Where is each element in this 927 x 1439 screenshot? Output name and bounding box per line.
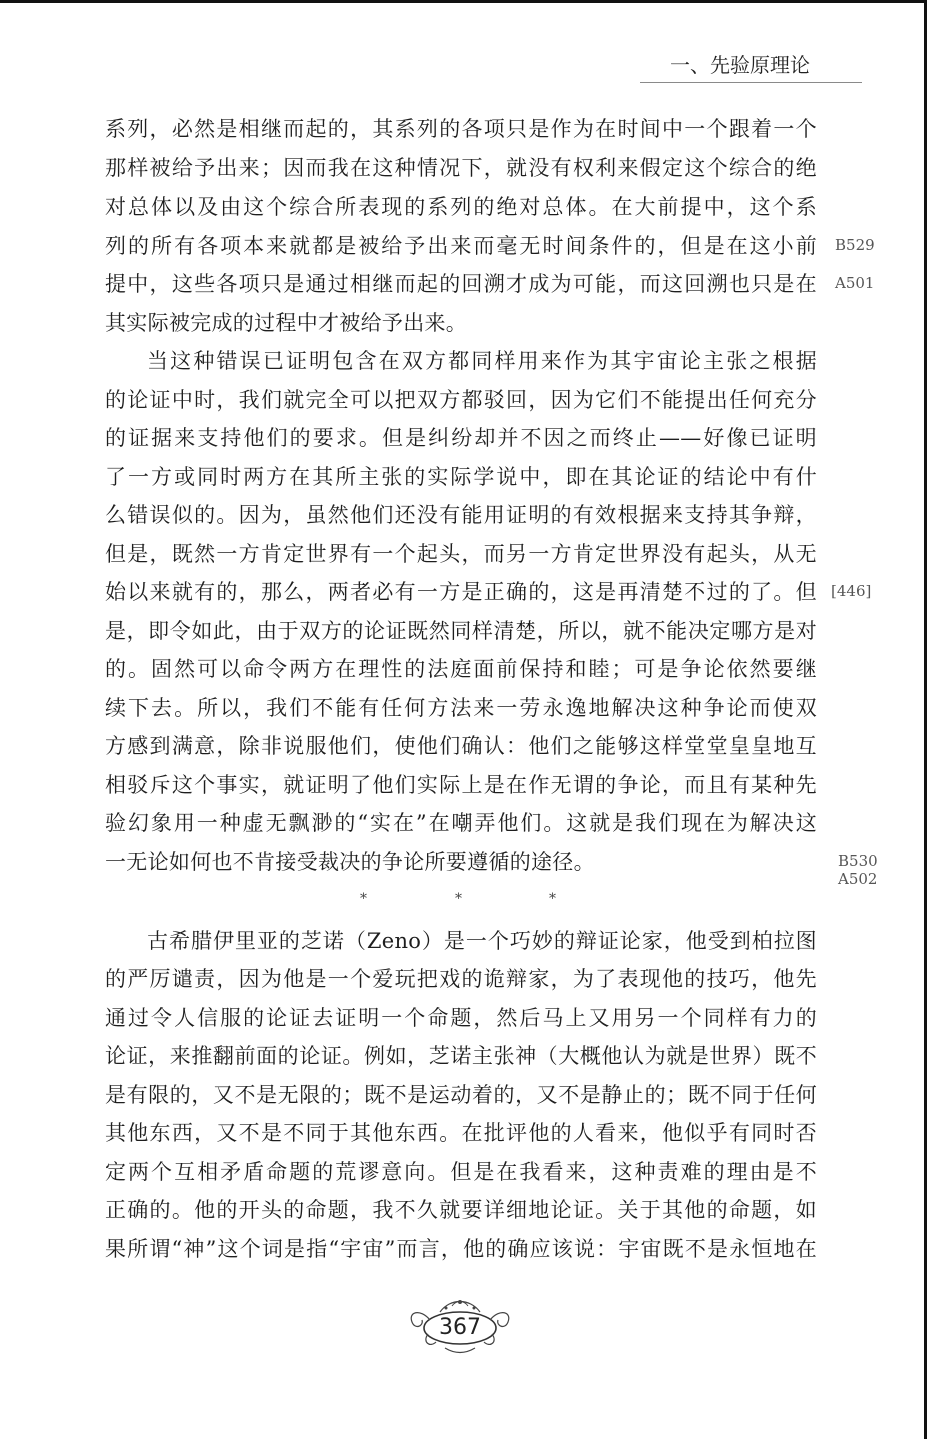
text-line: 但是，既然一方肯定世界有一个起头，而另一方肯定世界没有起头，从无 (105, 542, 817, 566)
text-line: 果所谓“神”这个词是指“宇宙”而言，他的确应该说：宇宙既不是永恒地在 (105, 1237, 817, 1261)
margin-ref-a: A501 (835, 274, 875, 292)
margin-ref-b: B530 (838, 852, 878, 870)
text-line: 当这种错误已证明包含在双方都同样用来作为其宇宙论主张之根据 (147, 349, 817, 373)
text-line: 论证，来推翻前面的论证。例如，芝诺主张神（大概他认为就是世界）既不 (105, 1044, 817, 1068)
text-line: 其他东西，又不是不同于其他东西。在批评他的人看来，他似乎有同时否 (105, 1121, 817, 1145)
text-line: 列的所有各项本来就都是被给予出来而毫无时间条件的，但是在这小前 (105, 234, 817, 258)
text-line: 是，即令如此，由于双方的论证既然同样清楚，所以，就不能决定哪方是对 (105, 619, 817, 643)
text-line: 那样被给予出来；因而我在这种情况下，就没有权利来假定这个综合的绝 (105, 156, 817, 180)
separator-star: * (360, 891, 367, 907)
text-line: 提中，这些各项只是通过相继而起的回溯才成为可能，而这回溯也只是在 (105, 272, 817, 296)
page-number: 367 (439, 1315, 481, 1340)
separator-star: * (455, 891, 462, 907)
text-line: 么错误似的。因为，虽然他们还没有能用证明的有效根据来支持其争辩， (105, 503, 817, 527)
text-line: 系列，必然是相继而起的，其系列的各项只是作为在时间中一个跟着一个 (105, 117, 817, 141)
text-line: 的严厉谴责，因为他是一个爱玩把戏的诡辩家，为了表现他的技巧，他先 (105, 967, 817, 991)
text-line: 是有限的，又不是无限的；既不是运动着的，又不是静止的；既不同于任何 (105, 1083, 817, 1107)
running-head-text: 一、先验原理论 (670, 53, 810, 77)
margin-ref-bracket: [446] (831, 582, 872, 600)
text-line: 的证据来支持他们的要求。但是纠纷却并不因之而终止——好像已证明 (105, 426, 817, 450)
running-head (640, 50, 862, 83)
text-line: 古希腊伊里亚的芝诺（Zeno）是一个巧妙的辩证论家，他受到柏拉图 (147, 929, 817, 953)
text-line: 了一方或同时两方在其所主张的实际学说中，即在其论证的结论中有什 (105, 465, 817, 489)
separator-star: * (549, 891, 556, 907)
text-line: 方感到满意，除非说服他们，使他们确认：他们之能够这样堂堂皇皇地互 (105, 734, 817, 758)
text-line: 对总体以及由这个综合所表现的系列的绝对总体。在大前提中，这个系 (105, 195, 817, 219)
text-line: 正确的。他的开头的命题，我不久就要详细地论证。关于其他的命题，如 (105, 1198, 817, 1222)
text-line: 续下去。所以，我们不能有任何方法来一劳永逸地解决这种争论而使双 (105, 696, 817, 720)
text-line: 其实际被完成的过程中才被给予出来。 (105, 311, 468, 335)
page-top-edge (0, 0, 927, 3)
text-line: 始以来就有的，那么，两者必有一方是正确的，这是再清楚不过的了。但 (105, 580, 817, 604)
text-line: 的论证中时，我们就完全可以把双方都驳回，因为它们不能提出任何充分 (105, 388, 817, 412)
section-separator (360, 891, 560, 911)
text-line: 的。固然可以命令两方在理性的法庭面前保持和睦；可是争论依然要继 (105, 657, 817, 681)
margin-ref-b: B529 (835, 236, 875, 254)
margin-ref-a: A502 (838, 870, 878, 888)
text-line: 相驳斥这个事实，就证明了他们实际上是在作无谓的争论，而且有某种先 (105, 773, 817, 797)
text-line: 验幻象用一种虚无飘渺的“实在”在嘲弄他们。这就是我们现在为解决这 (105, 811, 817, 835)
text-line: 一无论如何也不肯接受裁决的争论所要遵循的途径。 (105, 850, 595, 874)
text-line: 定两个互相矛盾命题的荒谬意向。但是在我看来，这种责难的理由是不 (105, 1160, 817, 1184)
text-line: 通过令人信服的论证去证明一个命题，然后马上又用另一个同样有力的 (105, 1006, 817, 1030)
